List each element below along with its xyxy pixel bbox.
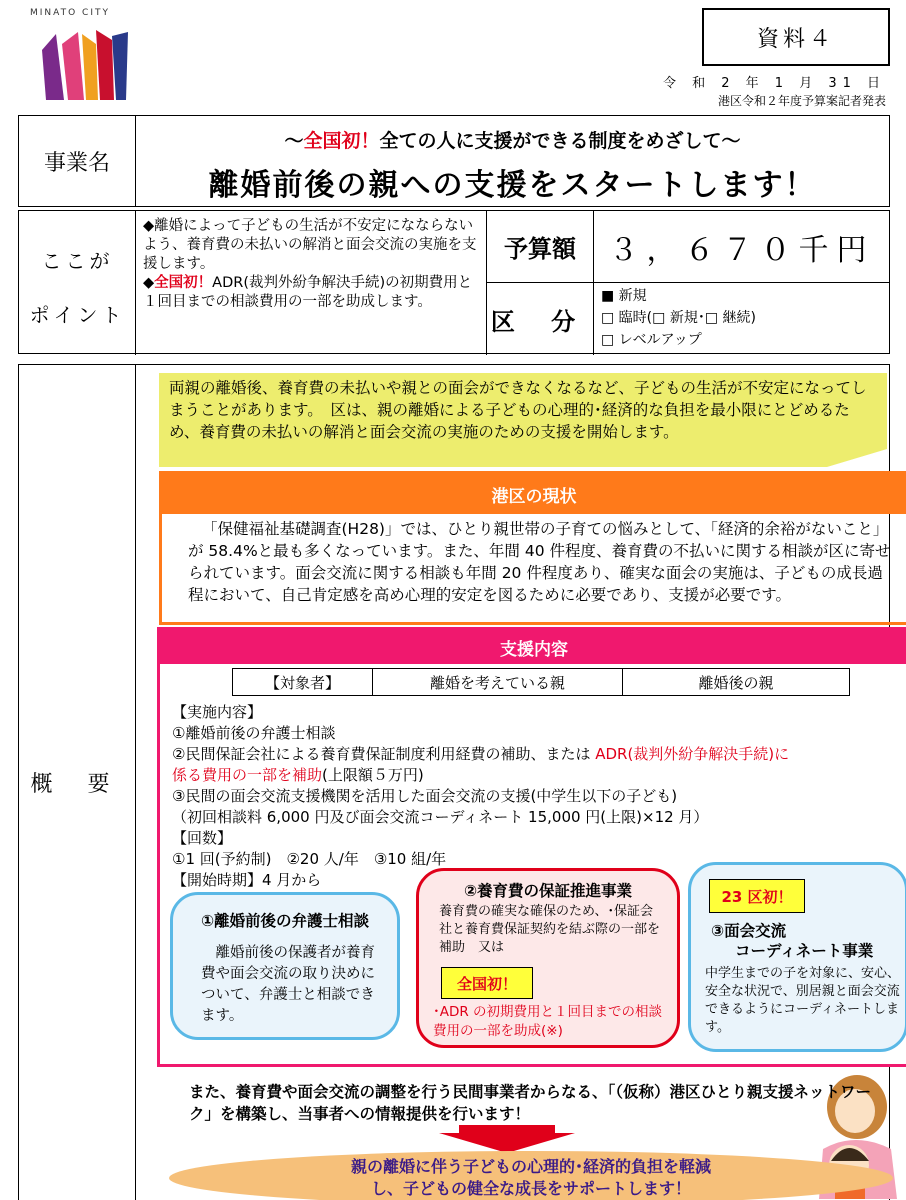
category-item: ■ 新規 (601, 288, 647, 304)
conclusion-ellipse: 親の離婚に伴う子どもの心理的･経済的負担を軽減し、子どもの健全な成長をサポートします！ (169, 1151, 893, 1200)
budget-label: 予算額 (486, 211, 594, 283)
overview-row (18, 364, 901, 1200)
press-release-title: 港区令和２年度予算案記者発表 (717, 94, 886, 108)
target-cell: 離婚後の親 (698, 673, 774, 692)
support-details: 【実施内容】 ①離婚前後の弁護士相談 ②民間保証会社による養育費保証制度利用経費の補助、または ADR(裁判外紛争解決手続)に係る費用の一部を補助(上限額５万円) ③民間の面会交流支援機関を活用した面会交流の支援(中学生以下の子ども) （初回相談料 6,000 円及び面会交流コーディネート 15,000 円(上限)×12 月） 【回数】 ①1 回(予約制) ②20 人/年 ③10 組/年 【開始時期】4 月から (172, 703, 790, 889)
child-support-guarantee-box: ②養育費の保証推進事業 養育費の確実な確保のため、･保証会社と養育費保証契約を結ぶ際の一部を補助 又は 全国初！ ･ADR の初期費用と１回目までの相談費用の一部を助成(※) (416, 868, 680, 1048)
project-name-row (18, 115, 890, 207)
logo-text: MINATO CITY (30, 8, 110, 18)
target-cell: 離婚を考えている親 (373, 669, 623, 695)
point-label: ここが ポイント (19, 211, 136, 355)
current-status-box (159, 471, 906, 625)
current-status-body: 「保健福祉基礎調査(H28)」では、ひとり親世帯の子育ての悩みとして、「経済的余裕がないこと」が 58.4%と最も多くなっています。また、年間 40 件程度、養育費の不払いに関する相談が区に寄せられています。面会交流に関する相談も年間 20 件程度あり、確実な面会の実施は、子どもの成長過程において、自己肯定感を高め心理的安定を図るために必要であり、支援が必要です。 (188, 520, 891, 604)
support-title: 支援内容 (160, 630, 906, 664)
document-id: 資料４ (702, 8, 890, 66)
category-item: □ 臨時(□ 新規･□ 継続) (601, 310, 756, 326)
nationwide-first-badge: 全国初！ (441, 967, 533, 999)
category-item: □ レベルアップ (601, 332, 702, 348)
network-note: また、養育費や面会交流の調整を行う民間事業者からなる、「（仮称）港区ひとり親支援ネットワーク」を構築し、当事者への情報提供を行います！ (189, 1083, 872, 1123)
point-text: ◆離婚によって子どもの生活が不安定になならないよう、養育費の未払いの解消と面会交流の実施を支援します。 ◆全国初！ADR(裁判外紛争解決手続)の初期費用と１回目までの相談費用の一部を助成します。 (143, 218, 477, 310)
ward-first-badge: 23 区初！ (709, 879, 805, 913)
project-title: 離婚前後の親への支援をスタートします！ (208, 168, 817, 203)
support-box (157, 627, 906, 1067)
point-row (18, 210, 890, 354)
lawyer-consultation-box: ①離婚前後の弁護士相談 離婚前後の保護者が養育費や面会交流の取り決めについて、弁護士と相談できます。 (170, 892, 400, 1040)
current-status-title: 港区の現状 (162, 474, 906, 514)
down-arrow-head-icon (439, 1133, 575, 1153)
target-table (232, 668, 850, 696)
visitation-coordinate-box: 23 区初！ ③面会交流 コーディネート事業 中学生までの子を対象に、安心、安全な状況で、別居親と面会交流できるようにコーディネートします。 (688, 862, 906, 1052)
intro-box: 両親の離婚後、養育費の未払いや親との面会ができなくなるなど、子どもの生活が不安定になってしまうことがあります。 区は、親の離婚による子どもの心理的･経済的な負担を最小限にとどめるため、養育費の未払いの解消と面会交流の実施のための支援を開始します。 (159, 373, 887, 467)
category-label: 区 分 (486, 283, 594, 355)
target-header: 【対象者】 (233, 669, 373, 695)
category-list (601, 285, 756, 351)
minato-city-logo (34, 22, 134, 102)
release-date: 令 和 2 年 1 月 31 日 (662, 76, 886, 91)
overview-label: 概 要 (19, 365, 136, 1200)
budget-value: ３，６７０千円 (594, 211, 889, 283)
project-name-label: 事業名 (19, 116, 136, 206)
project-subtitle: ～全国初！全ての人に支援ができる制度をめざして～ (284, 130, 741, 152)
